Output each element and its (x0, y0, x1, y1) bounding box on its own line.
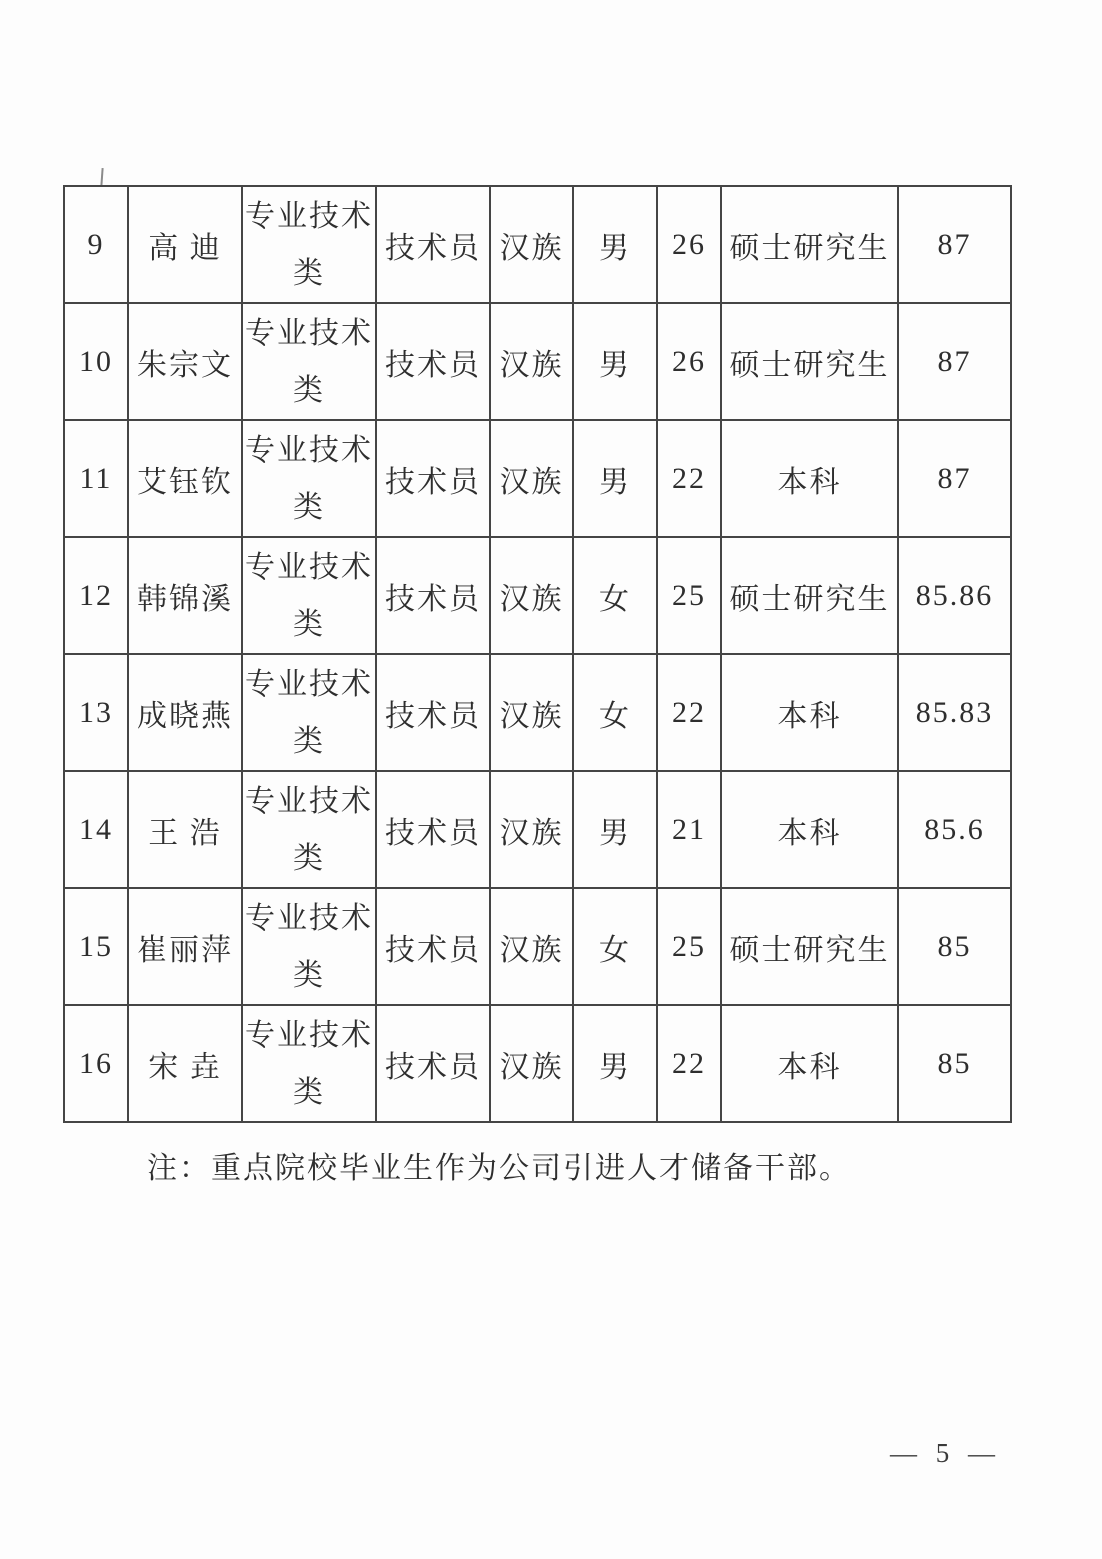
cell-name: 朱宗文 (128, 303, 242, 420)
table-row (64, 654, 1011, 771)
cell-score: 85.83 (898, 654, 1011, 771)
cell-score: 87 (898, 420, 1011, 537)
cell-category: 专业技术类 (242, 537, 376, 654)
table-row (64, 186, 1011, 303)
table-row (64, 888, 1011, 1005)
cell-name: 成晓燕 (128, 654, 242, 771)
page-number: — 5 — (890, 1438, 1001, 1468)
cell-seq: 15 (64, 888, 128, 1005)
cell-name: 王 浩 (128, 771, 242, 888)
cell-position: 技术员 (376, 1005, 490, 1122)
cell-position: 技术员 (376, 654, 490, 771)
cell-name: 崔丽萍 (128, 888, 242, 1005)
cell-gender: 女 (573, 654, 657, 771)
cell-name: 艾钰钦 (128, 420, 242, 537)
cell-education: 硕士研究生 (721, 888, 898, 1005)
cell-position: 技术员 (376, 888, 490, 1005)
cell-ethnicity: 汉族 (490, 654, 573, 771)
cell-gender: 女 (573, 537, 657, 654)
cell-education: 硕士研究生 (721, 537, 898, 654)
cell-ethnicity: 汉族 (490, 420, 573, 537)
scan-artifact (100, 168, 103, 186)
table-row (64, 771, 1011, 888)
cell-category: 专业技术类 (242, 186, 376, 303)
cell-seq: 10 (64, 303, 128, 420)
cell-education: 硕士研究生 (721, 303, 898, 420)
cell-gender: 男 (573, 420, 657, 537)
cell-category: 专业技术类 (242, 420, 376, 537)
cell-name: 高 迪 (128, 186, 242, 303)
cell-position: 技术员 (376, 420, 490, 537)
cell-gender: 女 (573, 888, 657, 1005)
cell-age: 25 (657, 537, 721, 654)
cell-age: 25 (657, 888, 721, 1005)
cell-education: 本科 (721, 654, 898, 771)
cell-age: 26 (657, 186, 721, 303)
cell-category: 专业技术类 (242, 771, 376, 888)
cell-education: 硕士研究生 (721, 186, 898, 303)
cell-name: 宋 垚 (128, 1005, 242, 1122)
cell-age: 22 (657, 1005, 721, 1122)
cell-score: 87 (898, 303, 1011, 420)
cell-age: 22 (657, 654, 721, 771)
cell-gender: 男 (573, 186, 657, 303)
cell-seq: 9 (64, 186, 128, 303)
cell-position: 技术员 (376, 537, 490, 654)
table-row (64, 537, 1011, 654)
cell-name: 韩锦溪 (128, 537, 242, 654)
cell-category: 专业技术类 (242, 303, 376, 420)
cell-ethnicity: 汉族 (490, 537, 573, 654)
cell-ethnicity: 汉族 (490, 303, 573, 420)
cell-seq: 14 (64, 771, 128, 888)
footnote: 注：重点院校毕业生作为公司引进人才储备干部。 (147, 1152, 851, 1185)
cell-position: 技术员 (376, 186, 490, 303)
cell-education: 本科 (721, 1005, 898, 1122)
cell-category: 专业技术类 (242, 1005, 376, 1122)
personnel-table (63, 185, 1012, 1123)
cell-ethnicity: 汉族 (490, 1005, 573, 1122)
cell-ethnicity: 汉族 (490, 771, 573, 888)
cell-position: 技术员 (376, 771, 490, 888)
cell-seq: 16 (64, 1005, 128, 1122)
cell-education: 本科 (721, 771, 898, 888)
cell-education: 本科 (721, 420, 898, 537)
cell-gender: 男 (573, 303, 657, 420)
cell-score: 85 (898, 1005, 1011, 1122)
cell-age: 26 (657, 303, 721, 420)
cell-gender: 男 (573, 1005, 657, 1122)
cell-category: 专业技术类 (242, 654, 376, 771)
cell-age: 22 (657, 420, 721, 537)
cell-score: 85.86 (898, 537, 1011, 654)
table-row (64, 303, 1011, 420)
cell-score: 87 (898, 186, 1011, 303)
cell-score: 85.6 (898, 771, 1011, 888)
cell-seq: 11 (64, 420, 128, 537)
cell-position: 技术员 (376, 303, 490, 420)
table-row (64, 420, 1011, 537)
cell-seq: 13 (64, 654, 128, 771)
table-row (64, 1005, 1011, 1122)
cell-age: 21 (657, 771, 721, 888)
cell-score: 85 (898, 888, 1011, 1005)
cell-ethnicity: 汉族 (490, 186, 573, 303)
cell-ethnicity: 汉族 (490, 888, 573, 1005)
cell-seq: 12 (64, 537, 128, 654)
cell-gender: 男 (573, 771, 657, 888)
cell-category: 专业技术类 (242, 888, 376, 1005)
